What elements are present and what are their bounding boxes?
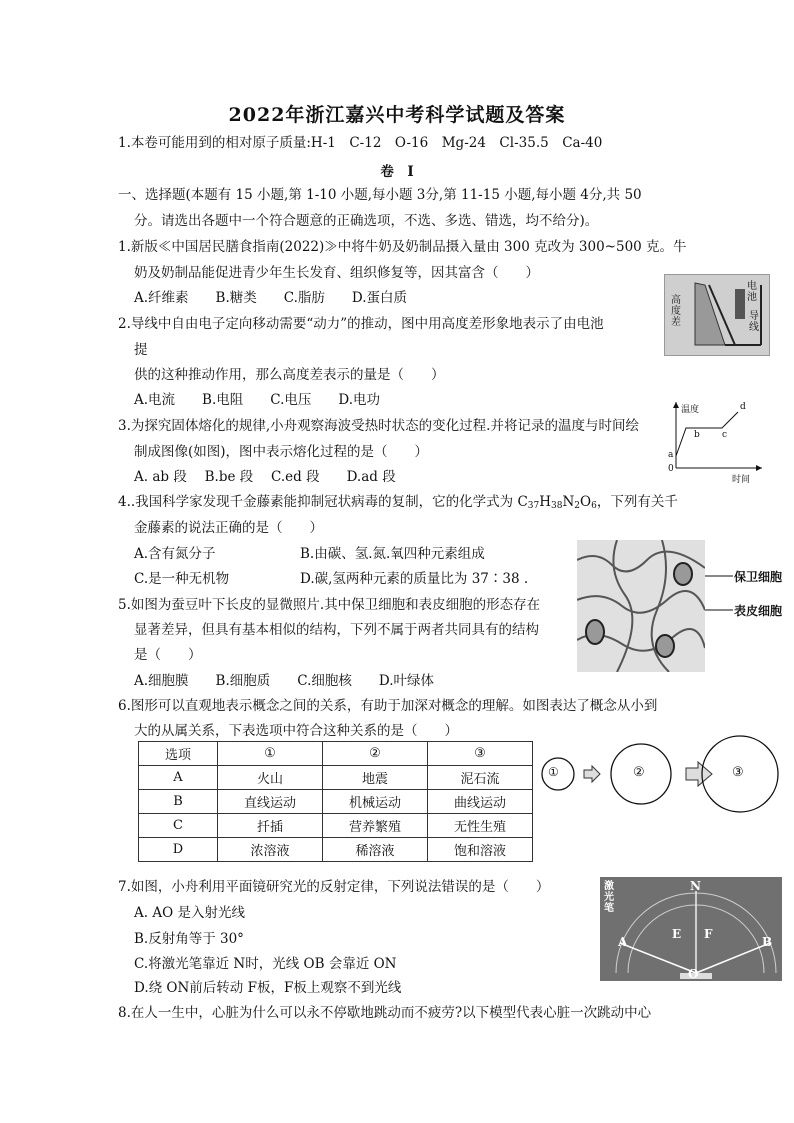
- q2-line-3: 供的这种推动作用，那么高度差表示的量是（ ）: [134, 367, 445, 383]
- q5-label-epidermal-cell: 表皮细胞: [734, 604, 783, 618]
- table-cell: 机械运动: [323, 790, 428, 814]
- table-cell: 无性生殖: [428, 814, 533, 838]
- circle-label-1: ①: [548, 765, 559, 779]
- q5-label-guard-cell: 保卫细胞: [734, 570, 783, 584]
- q7-line-1: 7.如图，小舟利用平面镜研究光的反射定律，下列说法错误的是（ ）: [118, 879, 550, 895]
- q7-laser-label: 激光笔: [604, 881, 614, 914]
- atomic-mass-note: 1.本卷可能用到的相对原子质量:H-1 C-12 O-16 Mg-24 Cl-35.5 Ca-40: [118, 135, 603, 151]
- q2-height-label: 高度差: [671, 295, 681, 328]
- table-cell: 稀溶液: [323, 838, 428, 862]
- q7-label-O: O: [688, 967, 699, 981]
- q2-battery-label: 电池: [747, 281, 757, 303]
- q5-micrograph: [577, 540, 705, 672]
- q2-wire-label: 导线: [749, 311, 759, 333]
- q3-xlabel: 时间: [732, 475, 751, 485]
- q4-line-1: 4..我国科学家发现千金藤素能抑制冠状病毒的复制，它的化学式为 $C_{37}H_{38}N_2O_6$，下列有关千: [118, 494, 678, 511]
- table-cell: 直线运动: [218, 790, 323, 814]
- table-cell: A: [139, 766, 218, 790]
- q4-option-c: C.是一种无机物: [134, 571, 230, 587]
- q3-point-b: b: [694, 430, 700, 440]
- table-cell: B: [139, 790, 218, 814]
- concept-circles-diagram: [536, 732, 786, 822]
- q5-line-2: 显著差异，但具有基本相似的结构，下列不属于两者共同具有的结构: [134, 622, 539, 638]
- table-row: [139, 766, 533, 790]
- page-title: 2022年浙江嘉兴中考科学试题及答案: [228, 104, 566, 126]
- q7-option-c: C.将激光笔靠近 N时，光线 OB 会靠近 ON: [134, 956, 397, 972]
- table-cell: D: [139, 838, 218, 862]
- q3-point-d: d: [740, 402, 746, 412]
- q4-option-d: D.碳,氢两种元素的质量比为 37∶38 .: [300, 571, 529, 587]
- q1-line-1: 1.新版≪中国居民膳食指南(2022)≫中将牛奶及奶制品摄入量由 300 克改为 300~500 克。牛: [118, 239, 687, 255]
- arrow-icon: [584, 766, 600, 782]
- arrow-icon: [686, 762, 712, 786]
- table-header-cell: ②: [323, 742, 428, 766]
- q7-label-N: N: [690, 879, 701, 893]
- q5-label-leaders: [705, 568, 735, 618]
- section-line-1: 一、选择题(本题有 15 小题,第 1-10 小题,每小题 3分,第 11-15 小题,每小题 4分,共 50: [118, 187, 642, 203]
- q3-line-1: 3.为探究固体熔化的规律,小舟观察海波受热时状态的变化过程.并将记录的温度与时间绘: [118, 418, 639, 434]
- q7-option-d: D.绕 ON前后转动 F板，F板上观察不到光线: [134, 980, 402, 996]
- table-row: [139, 838, 533, 862]
- table-cell: C: [139, 814, 218, 838]
- q8-line-1: 8.在人一生中，心脏为什么可以永不停歇地跳动而不疲劳?以下模型代表心脏一次跳动中心: [118, 1005, 652, 1021]
- table-header-row: [139, 742, 533, 766]
- leaf-epidermis-photo: [577, 540, 705, 672]
- q3-point-c: c: [722, 430, 728, 440]
- q3-line-2: 制成图像(如图)，图中表示熔化过程的是（ ）: [134, 444, 429, 460]
- table-cell: 扦插: [218, 814, 323, 838]
- q4-line-2: 金藤素的说法正确的是（ ）: [134, 520, 323, 536]
- table-header-cell: ①: [218, 742, 323, 766]
- q2-line-2: 提: [134, 342, 148, 358]
- volume-label: 卷 I: [380, 164, 414, 180]
- q5-line-1: 5.如图为蚕豆叶下长皮的显微照片.其中保卫细胞和表皮细胞的形态存在: [118, 597, 541, 613]
- q7-label-A: A: [618, 935, 628, 949]
- table-header-cell: 选项: [139, 742, 218, 766]
- table-cell: 火山: [218, 766, 323, 790]
- q7-label-E: E: [672, 927, 682, 941]
- q2-line-1: 2.导线中自由电子定向移动需要“动力”的推动，图中用高度差形象地表示了由电池: [118, 316, 604, 332]
- table-cell: 曲线运动: [428, 790, 533, 814]
- table-cell: 地震: [323, 766, 428, 790]
- q7-reflection-photo: [600, 877, 782, 981]
- table-cell: 浓溶液: [218, 838, 323, 862]
- q3-ylabel: 温度: [681, 405, 700, 415]
- q2-figure: [664, 274, 770, 356]
- q1-line-2: 奶及奶制品能促进青少年生长发育、组织修复等，因其富含（ ）: [134, 265, 539, 281]
- q3-point-a: a: [668, 450, 674, 460]
- section-line-2: 分。请选出各题中一个符合题意的正确选项，不选、多选、错选，均不给分)。: [134, 213, 599, 229]
- table-cell: 饱和溶液: [428, 838, 533, 862]
- circle-label-2: ②: [633, 765, 645, 780]
- q5-options: A.细胞膜 B.细胞质 C.细胞核 D.叶绿体: [134, 673, 435, 689]
- q3-origin: 0: [668, 464, 674, 474]
- q4-option-b: B.由碳、氢.氮.氧四种元素组成: [300, 546, 485, 562]
- q3-graph: [664, 398, 768, 484]
- q6-line-2: 大的从属关系，下表选项中符合这种关系的是（ ）: [134, 723, 458, 739]
- table-header-cell: ③: [428, 742, 533, 766]
- table-cell: 泥石流: [428, 766, 533, 790]
- table-row: [139, 814, 533, 838]
- q6-line-1: 6.图形可以直观地表示概念之间的关系，有助于加深对概念的理解。如图表达了概念从小到: [118, 698, 658, 714]
- q1-options: A.纤维素 B.糖类 C.脂肪 D.蛋白质: [134, 290, 408, 306]
- q7-label-F: F: [704, 927, 713, 941]
- q6-options-table: [138, 741, 533, 862]
- circle-label-3: ③: [732, 765, 744, 780]
- q5-line-3: 是（ ）: [134, 647, 202, 663]
- q3-options: A. ab 段 B.be 段 C.ed 段 D.ad 段: [134, 469, 396, 485]
- q7-label-B: B: [762, 935, 773, 949]
- temperature-time-graph: [664, 398, 768, 484]
- q4-option-a: A.含有氮分子: [134, 546, 216, 562]
- table-row: [139, 790, 533, 814]
- q2-options: A.电流 B.电阻 C.电压 D.电功: [134, 392, 381, 408]
- table-cell: 营养繁殖: [323, 814, 428, 838]
- q7-option-b: B.反射角等于 30°: [134, 931, 244, 947]
- q7-option-a: A. AO 是入射光线: [134, 905, 245, 921]
